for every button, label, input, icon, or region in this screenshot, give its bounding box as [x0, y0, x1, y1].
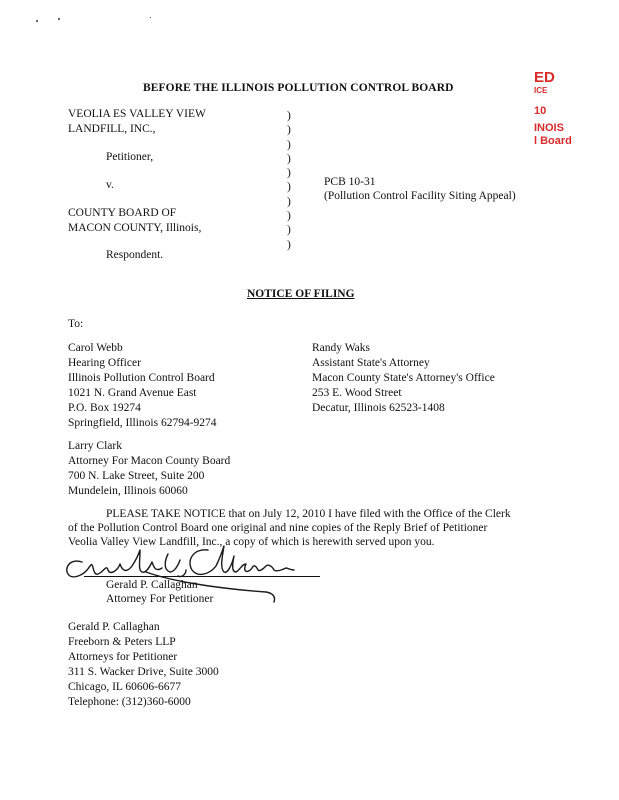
versus-label: v. — [106, 179, 114, 191]
scan-speck — [58, 18, 60, 20]
signer-role: Attorney For Petitioner — [106, 593, 214, 605]
notice-body-line: PLEASE TAKE NOTICE that on July 12, 2010 I have filed with the Office of the Clerk — [106, 508, 511, 520]
to-label: To: — [68, 318, 84, 330]
attorney-contact-block: Gerald P. Callaghan Freeborn & Peters LLP Attorneys for Petitioner 311 S. Wacker Drive, Suite 3000 Chicago, IL 60606-6677 Telephone: (312)360-6000 — [68, 621, 219, 708]
scan-speck — [36, 20, 38, 22]
petitioner-role: Petitioner, — [106, 151, 154, 163]
case-number: PCB 10-31 — [324, 176, 376, 188]
recipient-county-attorney: Larry Clark Attorney For Macon County Board 700 N. Lake Street, Suite 200 Mundelein, Illinois 60060 — [68, 440, 231, 497]
signer-name: Gerald P. Callaghan — [106, 579, 198, 591]
received-stamp: ED ICE 10 INOIS l Board — [534, 69, 572, 147]
case-description: (Pollution Control Facility Siting Appeal) — [324, 190, 516, 202]
notice-title: NOTICE OF FILING — [247, 288, 355, 300]
scan-speck — [150, 17, 151, 18]
recipient-states-attorney: Randy Waks Assistant State's Attorney Macon County State's Attorney's Office 253 E. Wood Street Decatur, Illinois 62523-1408 — [312, 342, 495, 414]
notice-body-line: of the Pollution Control Board one original and nine copies of the Reply Brief of Petitioner — [68, 522, 488, 534]
caption-parens: ) ) ) ) ) ) ) ) ) ) — [287, 110, 291, 251]
notice-body-line: Veolia Valley View Landfill, Inc., a copy of which is herewith served upon you. — [68, 536, 435, 548]
respondent-name: COUNTY BOARD OF MACON COUNTY, Illinois, — [68, 207, 202, 234]
board-title: BEFORE THE ILLINOIS POLLUTION CONTROL BOARD — [143, 82, 454, 94]
signature-line — [84, 576, 320, 577]
recipient-hearing-officer: Carol Webb Hearing Officer Illinois Pollution Control Board 1021 N. Grand Avenue East P.O. Box 19274 Springfield, Illinois 62794-9274 — [68, 342, 217, 429]
petitioner-name: VEOLIA ES VALLEY VIEW LANDFILL, INC., — [68, 108, 206, 135]
respondent-role: Respondent. — [106, 249, 164, 261]
